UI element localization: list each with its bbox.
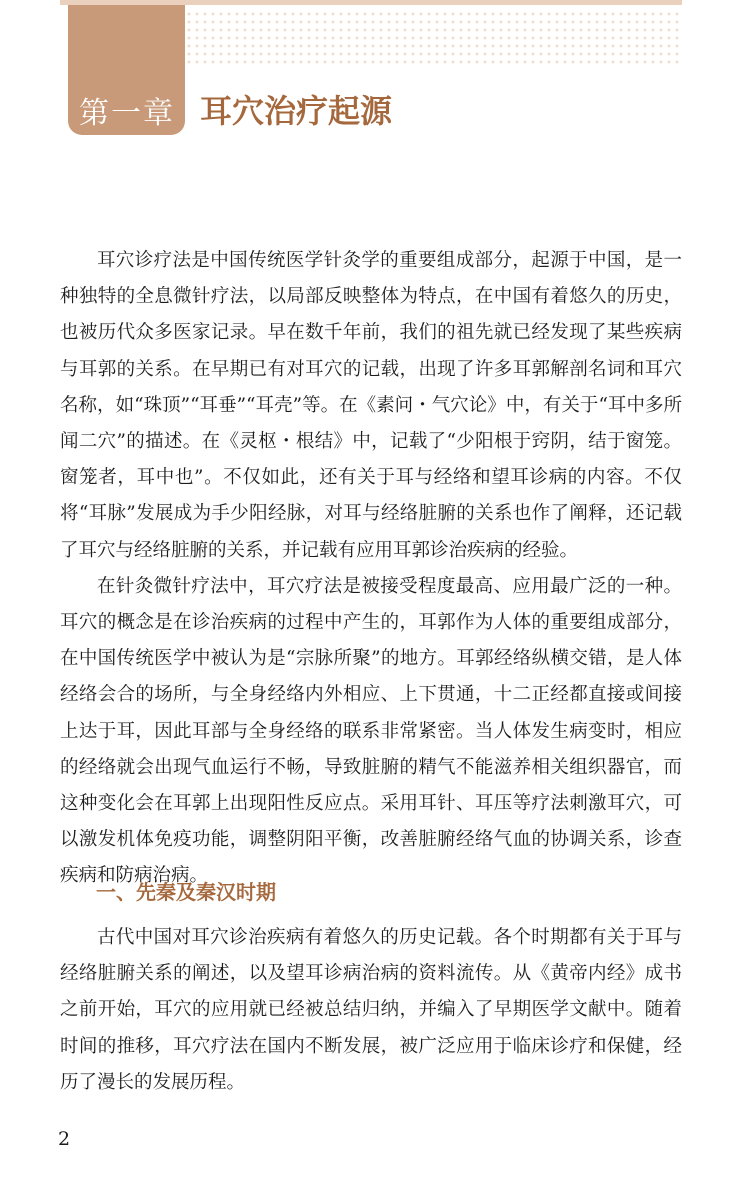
page-number: 2 <box>58 1128 71 1150</box>
chapter-number: 第一章 <box>79 96 175 131</box>
paragraph: 古代中国对耳穴诊治疾病有着悠久的历史记载。各个时期都有关于耳与经络脏腑关系的阐述，以及望耳诊病治病的资料流传。从《黄帝内经》成书之前开始，耳穴的应用就已经被总结归纳，并编入了早期医学文献中。随着时间的推移，耳穴疗法在国内不断发展，被广泛应用于临床诊疗和保健，经历了漫长的发展历程。 <box>60 927 682 1093</box>
intro-text <box>60 243 682 895</box>
header-dot-pattern <box>185 10 682 68</box>
paragraph: 在针灸微针疗法中，耳穴疗法是被接受程度最高、应用最广泛的一种。耳穴的概念是在诊治疾病的过程中产生的，耳郭作为人体的重要组成部分，在中国传统医学中被认为是“宗脉所聚”的地方。耳郭经络纵横交错，是人体经络会合的场所，与全身经络内外相应、上下贯通，十二正经都直接或间接上达于耳，因此耳部与全身经络的联系非常紧密。当人体发生病变时，相应的经络就会出现气血运行不畅，导致脏腑的精气不能滋养相关组织器官，而这种变化会在耳郭上出现阳性反应点。采用耳针、耳压等疗法刺激耳穴，可以激发机体免疫功能，调整阴阳平衡，改善脏腑经络气血的协调关系，诊查疾病和防病治病。 <box>60 575 682 887</box>
chapter-title: 耳穴治疗起源 <box>200 92 393 130</box>
paragraph: 耳穴诊疗法是中国传统医学针灸学的重要组成部分，起源于中国，是一种独特的全息微针疗法，以局部反映整体为特点，在中国有着悠久的历史，也被历代众多医家记录。早在数千年前，我们的祖先就已经发现了某些疾病与耳郭的关系。在早期已有对耳穴的记载，出现了许多耳郭解剖名词和耳穴名称，如“珠顶”“耳垂”“耳壳”等。在《素问・气穴论》中，有关于“耳中多所闻二穴”的描述。在《灵枢・根结》中，记载了“少阳根于窍阴，结于窗笼。窗笼者，耳中也”。不仅如此，还有关于耳与经络和望耳诊病的内容。不仅将“耳脉”发展成为手少阳经脉，对耳与经络脏腑的关系也作了阐释，还记载了耳穴与经络脏腑的关系，并记载有应用耳郭诊治疾病的经验。 <box>60 250 682 561</box>
section-heading: 一、先秦及秦汉时期 <box>96 880 276 904</box>
section-text <box>60 920 682 1101</box>
